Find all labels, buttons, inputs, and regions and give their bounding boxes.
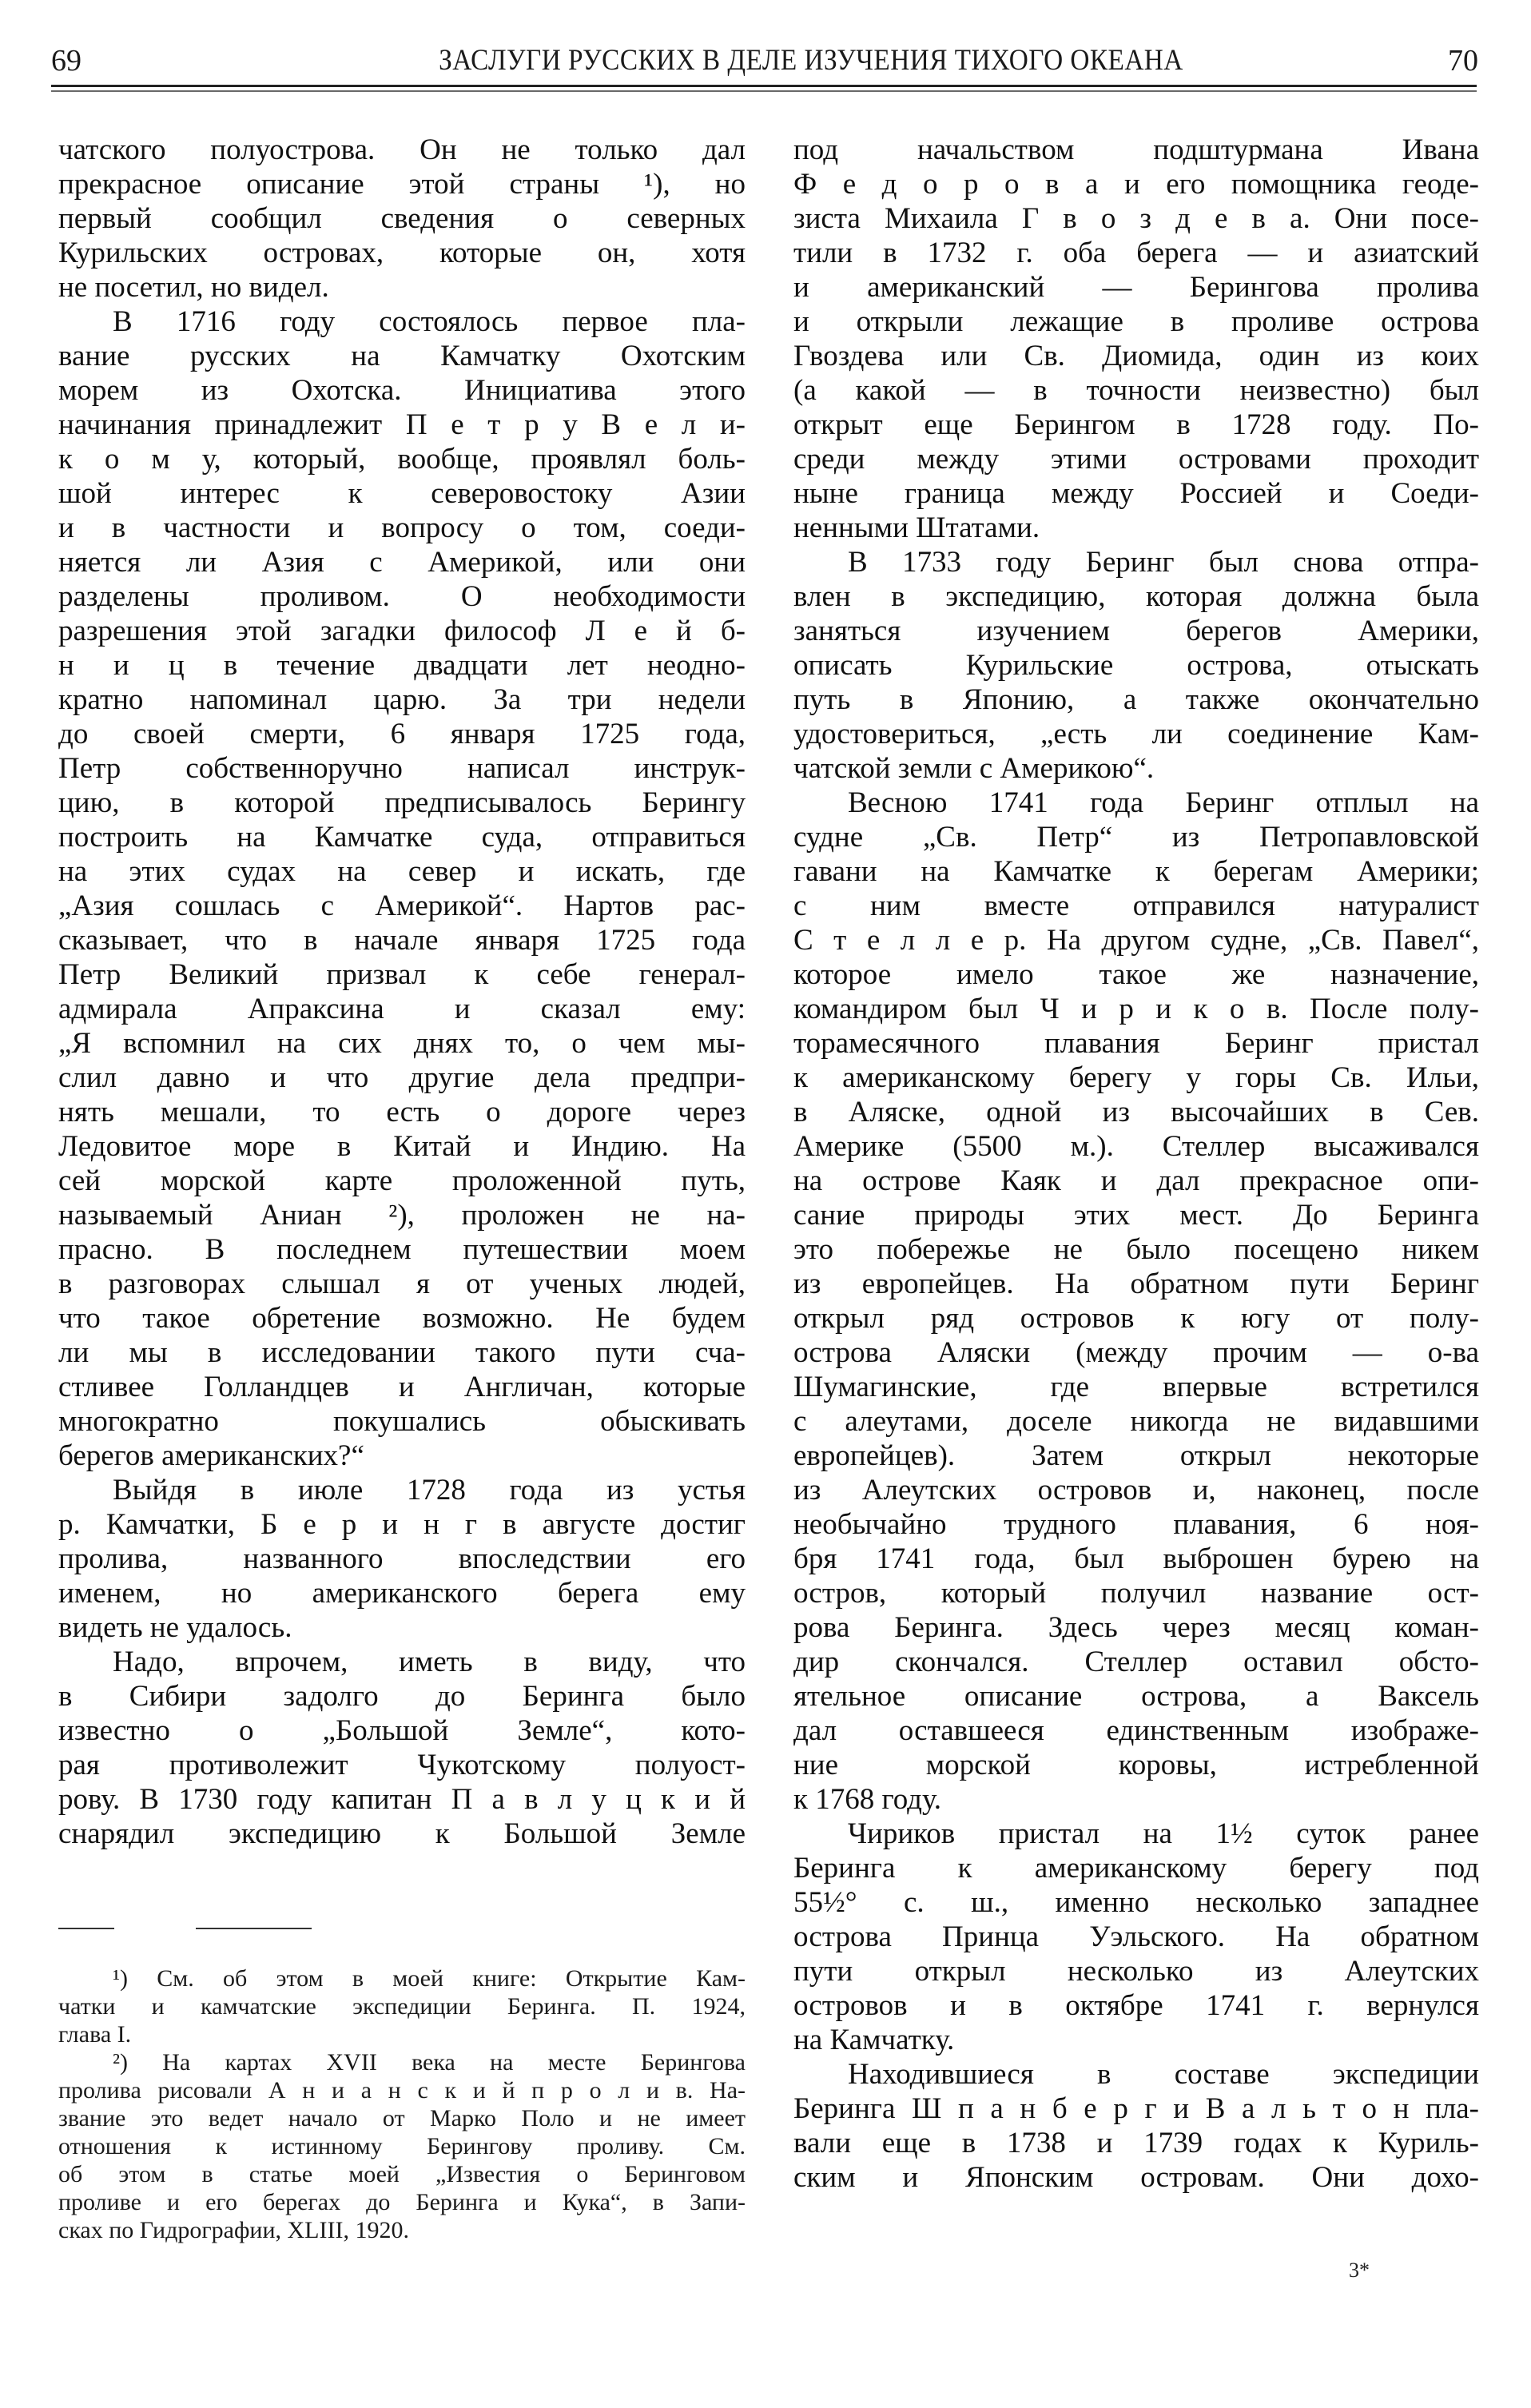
running-header-title: ЗАСЛУГИ РУССКИХ В ДЕЛЕ ИЗУЧЕНИЯ ТИХОГО ОКЕАНА	[439, 44, 1183, 77]
text-line: берегов американских?“	[58, 1439, 364, 1472]
footnote-line: ²) На картах XVII века на месте Берингова	[113, 2049, 746, 2076]
text-line: это побережье не было посещено никем	[793, 1233, 1479, 1266]
text-line: торамесячного плавания Беринг пристал	[793, 1027, 1479, 1060]
text-line: острова Аляски (между прочим — о-ва	[793, 1336, 1479, 1369]
text-line: Шумагинские, где впервые встретился	[793, 1371, 1479, 1403]
text-line: Чириков пристал на 1½ суток ранее	[848, 1817, 1479, 1850]
text-line: В 1716 году состоялось первое пла-	[113, 305, 746, 338]
footnote-line: сках по Гидрографии, XLIII, 1920.	[58, 2217, 409, 2243]
text-line: островов и в октябре 1741 г. вернулся	[793, 1989, 1479, 2022]
text-line: слил давно и что другие дела предпри-	[58, 1061, 746, 1094]
text-line: влен в экспедицию, которая должна была	[793, 580, 1479, 613]
text-line: открыт еще Берингом в 1728 году. По-	[793, 408, 1479, 441]
text-line: командиром был Ч и р и к о в. После полу-	[793, 993, 1479, 1025]
text-line: шой интерес к северовостоку Азии	[58, 477, 746, 510]
text-line: Курильских островах, которые он, хотя	[58, 237, 746, 269]
text-line: и в частности и вопросу о том, соеди-	[58, 511, 746, 544]
text-line: (а какой — в точности неизвестно) был	[793, 374, 1479, 407]
text-line: Весною 1741 года Беринг отплыл на	[848, 786, 1479, 819]
text-line: зиста Михаила Г в о з д е в а. Они посе-	[793, 202, 1479, 235]
text-line: путь в Японию, а также окончательно	[793, 683, 1479, 716]
footnote-line: чатки и камчатские экспедиции Беринга. П. 1924,	[58, 1993, 746, 2020]
footnote-line: ¹) См. об этом в моей книге: Открытие Кам-	[113, 1965, 746, 1992]
footnote-line: глава I.	[58, 2021, 132, 2048]
text-line: вание русских на Камчатку Охотским	[58, 340, 746, 372]
text-line: гавани на Камчатке к берегам Америки;	[793, 855, 1479, 888]
text-line: описать Курильские острова, отыскать	[793, 649, 1479, 682]
text-line: цию, в которой предписывалось Берингу	[58, 786, 746, 819]
text-line: пролива, названного впоследствии его	[58, 1542, 746, 1575]
text-line: заняться изучением берегов Америки,	[793, 615, 1479, 647]
text-line: морем из Охотска. Инициатива этого	[58, 374, 746, 407]
text-line: снарядил экспедицию к Большой Земле	[58, 1817, 746, 1850]
text-line: Ф е д о р о в а и его помощника геоде-	[793, 168, 1479, 201]
text-line: 55½° с. ш., именно несколько западнее	[793, 1886, 1479, 1919]
text-line: рова Беринга. Здесь через месяц коман-	[793, 1611, 1479, 1644]
text-line: что такое обретение возможно. Не будем	[58, 1302, 746, 1335]
page-number-right: 70	[1448, 44, 1478, 78]
text-line: разрешения этой загадки философ Л е й б-	[58, 615, 746, 647]
text-line: начинания принадлежит П е т р у В е л и-	[58, 408, 746, 441]
text-line: Надо, впрочем, иметь в виду, что	[113, 1646, 746, 1678]
text-line: ским и Японским островам. Они дохо-	[793, 2161, 1479, 2194]
text-line: на Камчатку.	[793, 2024, 955, 2056]
footnote-line: отношения к истинному Берингову проливу. См.	[58, 2133, 746, 2159]
text-line: бря 1741 года, был выброшен бурею на	[793, 1542, 1479, 1575]
text-line: Находившиеся в составе экспедиции	[848, 2058, 1479, 2091]
text-line: необычайно трудного плавания, 6 ноя-	[793, 1508, 1479, 1541]
text-line: называемый Аниан ²), проложен не на-	[58, 1199, 746, 1232]
footnote-line: пролива рисовали А н и а н с к и й п р о л и в. На-	[58, 2077, 746, 2104]
text-line: В 1733 году Беринг был снова отпра-	[848, 546, 1479, 579]
text-line: и американский — Берингова пролива	[793, 271, 1479, 304]
text-line: вали еще в 1738 и 1739 годах к Куриль-	[793, 2127, 1479, 2159]
text-line: не посетил, но видел.	[58, 271, 329, 304]
text-line: в разговорах слышал я от ученых людей,	[58, 1268, 746, 1300]
text-line: Выйдя в июле 1728 года из устья	[113, 1474, 746, 1506]
text-line: в Сибири задолго до Беринга было	[58, 1680, 746, 1713]
text-line: под начальством подштурмана Ивана	[793, 133, 1479, 166]
text-line: ние морской коровы, истребленной	[793, 1749, 1479, 1781]
text-line: пути открыл несколько из Алеутских	[793, 1955, 1479, 1988]
text-line: адмирала Апраксина и сказал ему:	[58, 993, 746, 1025]
text-line: ныне граница между Россией и Соеди-	[793, 477, 1479, 510]
text-line: С т е л л е р. На другом судне, „Св. Павел“,	[793, 924, 1479, 957]
page-number-left: 69	[51, 44, 82, 78]
text-line: с ним вместе отправился натуралист	[793, 890, 1479, 922]
footnote-separator-right	[196, 1928, 312, 1929]
header-rule-top	[51, 85, 1477, 87]
printer-signature-mark: 3*	[1349, 2259, 1370, 2282]
text-line: Америке (5500 м.). Стеллер высаживался	[793, 1130, 1479, 1163]
text-line: рая противолежит Чукотскому полуост-	[58, 1749, 746, 1781]
text-line: из Алеутских островов и, наконец, после	[793, 1474, 1479, 1506]
text-line: сание природы этих мест. До Беринга	[793, 1199, 1479, 1232]
text-line: на острове Каяк и дал прекрасное опи-	[793, 1164, 1479, 1197]
footnote-line: звание это ведет начало от Марко Поло и не имеет	[58, 2105, 746, 2131]
text-line: чатской земли с Америкою“.	[793, 752, 1155, 785]
text-line: ли мы в исследовании такого пути сча-	[58, 1336, 746, 1369]
text-line: няется ли Азия с Америкой, или они	[58, 546, 746, 579]
text-line: с алеутами, доселе никогда не видавшими	[793, 1405, 1479, 1438]
text-line: и открыли лежащие в проливе острова	[793, 305, 1479, 338]
text-line: дал оставшееся единственным изображе-	[793, 1714, 1479, 1747]
footnote-line: проливе и его берегах до Беринга и Кука“, в Запи-	[58, 2189, 746, 2215]
text-line: Петр Великий призвал к себе генерал-	[58, 958, 746, 991]
text-line: ятельное описание острова, а Ваксель	[793, 1680, 1479, 1713]
text-line: прасно. В последнем путешествии моем	[58, 1233, 746, 1266]
text-line: р. Камчатки, Б е р и н г в августе достиг	[58, 1508, 746, 1541]
left-text-column	[58, 133, 746, 1851]
text-line: „Я вспомнил на сих днях то, о чем мы-	[58, 1027, 746, 1060]
text-line: многократно покушались обыскивать	[58, 1405, 746, 1438]
text-line: кратно напоминал царю. За три недели	[58, 683, 746, 716]
text-line: построить на Камчатке суда, отправиться	[58, 821, 746, 854]
text-line: удостовериться, „есть ли соединение Кам-	[793, 718, 1479, 750]
text-line: тили в 1732 г. оба берега — и азиатский	[793, 237, 1479, 269]
text-line: известно о „Большой Земле“, кото-	[58, 1714, 746, 1747]
text-line: н и ц в течение двадцати лет неодно-	[58, 649, 746, 682]
text-line: дир скончался. Стеллер оставил обсто-	[793, 1646, 1479, 1678]
text-line: первый сообщил сведения о северных	[58, 202, 746, 235]
text-line: среди между этими островами проходит	[793, 443, 1479, 476]
text-line: к о м у, который, вообще, проявлял боль-	[58, 443, 746, 476]
text-line: до своей смерти, 6 января 1725 года,	[58, 718, 746, 750]
text-line: прекрасное описание этой страны ¹), но	[58, 168, 746, 201]
footnote-separator-left	[58, 1928, 114, 1929]
text-line: которое имело такое же назначение,	[793, 958, 1479, 991]
text-line: к американскому берегу у горы Св. Ильи,	[793, 1061, 1479, 1094]
header-rule-bottom	[51, 90, 1477, 92]
text-line: в Аляске, одной из высочайших в Сев.	[793, 1096, 1479, 1128]
right-text-column	[793, 133, 1479, 2195]
text-line: из европейцев. На обратном пути Беринг	[793, 1268, 1479, 1300]
text-line: „Азия сошлась с Америкой“. Нартов рас-	[58, 890, 746, 922]
text-line: чатского полуострова. Он не только дал	[58, 133, 746, 166]
text-line: Беринга Ш п а н б е р г и В а л ь т о н пла-	[793, 2092, 1479, 2125]
text-line: сей морской карте проложенной путь,	[58, 1164, 746, 1197]
text-line: открыл ряд островов к югу от полу-	[793, 1302, 1479, 1335]
footnote-line: об этом в статье моей „Известия о Беринговом	[58, 2161, 746, 2187]
text-line: европейцев). Затем открыл некоторые	[793, 1439, 1479, 1472]
text-line: на этих судах на север и искать, где	[58, 855, 746, 888]
text-line: Петр собственноручно написал инструк-	[58, 752, 746, 785]
text-line: нять мешали, то есть о дороге через	[58, 1096, 746, 1128]
text-line: стливее Голландцев и Англичан, которые	[58, 1371, 746, 1403]
text-line: сказывает, что в начале января 1725 года	[58, 924, 746, 957]
text-line: судне „Св. Петр“ из Петропавловской	[793, 821, 1479, 854]
text-line: именем, но американского берега ему	[58, 1577, 746, 1610]
text-line: разделены проливом. О необходимости	[58, 580, 746, 613]
text-line: острова Принца Уэльского. На обратном	[793, 1920, 1479, 1953]
text-line: к 1768 году.	[793, 1783, 942, 1816]
text-line: Гвоздева или Св. Диомида, один из коих	[793, 340, 1479, 372]
text-line: рову. В 1730 году капитан П а в л у ц к и й	[58, 1783, 746, 1816]
text-line: остров, который получил название ост-	[793, 1577, 1479, 1610]
text-line: Ледовитое море в Китай и Индию. На	[58, 1130, 746, 1163]
text-line: Беринга к американскому берегу под	[793, 1852, 1479, 1885]
text-line: видеть не удалось.	[58, 1611, 292, 1644]
text-line: ненными Штатами.	[793, 511, 1040, 544]
footnotes-block	[58, 1964, 746, 2244]
